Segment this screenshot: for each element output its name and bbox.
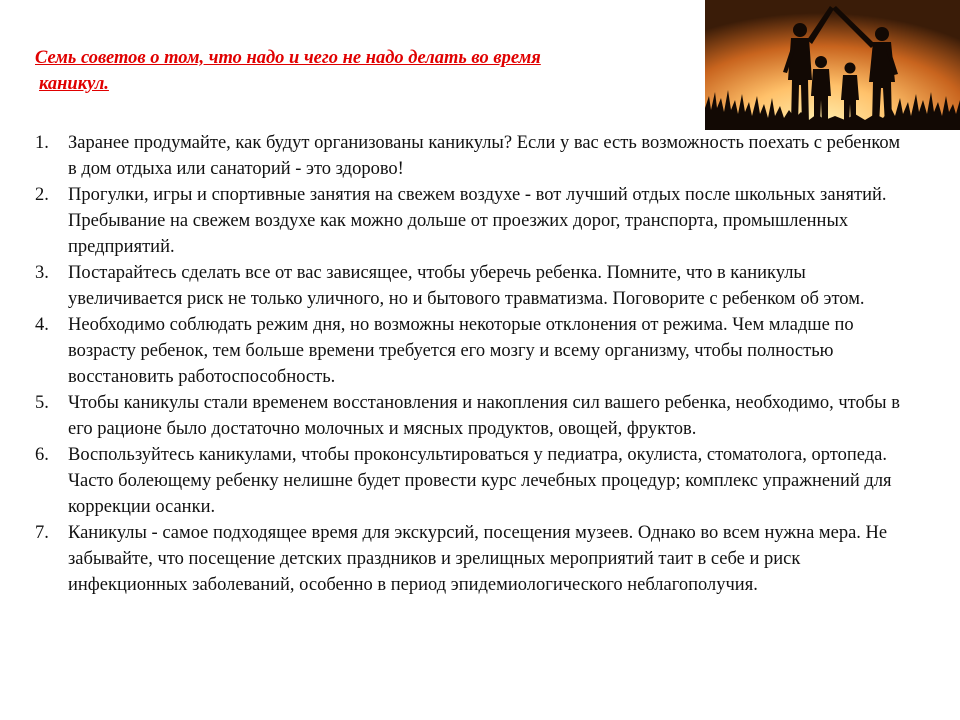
list-item <box>35 312 905 390</box>
list-item <box>35 390 905 442</box>
list-item-text: Прогулки, игры и спортивные занятия на свежем воздухе - вот лучший отдых после школьных занятий. Пребывание на свежем воздухе как можно дольше от проезжих дорог, транспорта, промышленных предприятий. <box>68 185 887 257</box>
family-sunset-photo <box>705 0 960 130</box>
list-item-text: Необходимо соблюдать режим дня, но возможны некоторые отклонения от режима. Чем младше по возрасту ребенок, тем больше времени требуется его мозгу и всему организму, чтобы полностью восстановить работоспособность. <box>68 315 854 387</box>
list-item <box>35 442 905 520</box>
page-title <box>35 45 700 97</box>
tips-list <box>35 130 905 598</box>
list-item-number: 2. <box>35 185 49 205</box>
list-item-number: 1. <box>35 133 49 153</box>
list-item <box>35 260 905 312</box>
page-title-line-1: Семь советов о том, что надо и чего не надо делать во время <box>35 48 541 68</box>
list-item-text: Каникулы - самое подходящее время для экскурсий, посещения музеев. Однако во всем нужна мера. Не забывайте, что посещение детских праздников и зрелищных мероприятий таит в себе и риск инфекционных заболеваний, особенно в период эпидемиологического неблагополучия. <box>68 523 888 595</box>
list-item-number: 5. <box>35 393 49 413</box>
list-item-number: 7. <box>35 523 49 543</box>
list-item-number: 3. <box>35 263 49 283</box>
list-item-text: Постарайтесь сделать все от вас зависящее, чтобы уберечь ребенка. Помните, что в каникулы увеличивается риск не только уличного, но и бытового травматизма. Поговорите с ребенком об этом. <box>68 263 865 309</box>
list-item-text: Воспользуйтесь каникулами, чтобы проконсультироваться у педиатра, окулиста, стоматолога, ортопеда. Часто болеющему ребенку нелишне будет провести курс лечебных процедур; комплекс упражнений для коррекции осанки. <box>68 445 892 517</box>
list-item <box>35 182 905 260</box>
page-title-line-2: каникул. <box>39 74 109 94</box>
list-item <box>35 520 905 598</box>
list-item-text: Чтобы каникулы стали временем восстановления и накопления сил вашего ребенка, необходимо, чтобы в его рационе было достаточно молочных и мясных продуктов, овощей, фруктов. <box>68 393 900 439</box>
list-item-text: Заранее продумайте, как будут организованы каникулы? Если у вас есть возможность поехать с ребенком в дом отдыха или санаторий - это здорово! <box>68 133 901 179</box>
list-item-number: 6. <box>35 445 49 465</box>
list-item-number: 4. <box>35 315 49 335</box>
list-item <box>35 130 905 182</box>
